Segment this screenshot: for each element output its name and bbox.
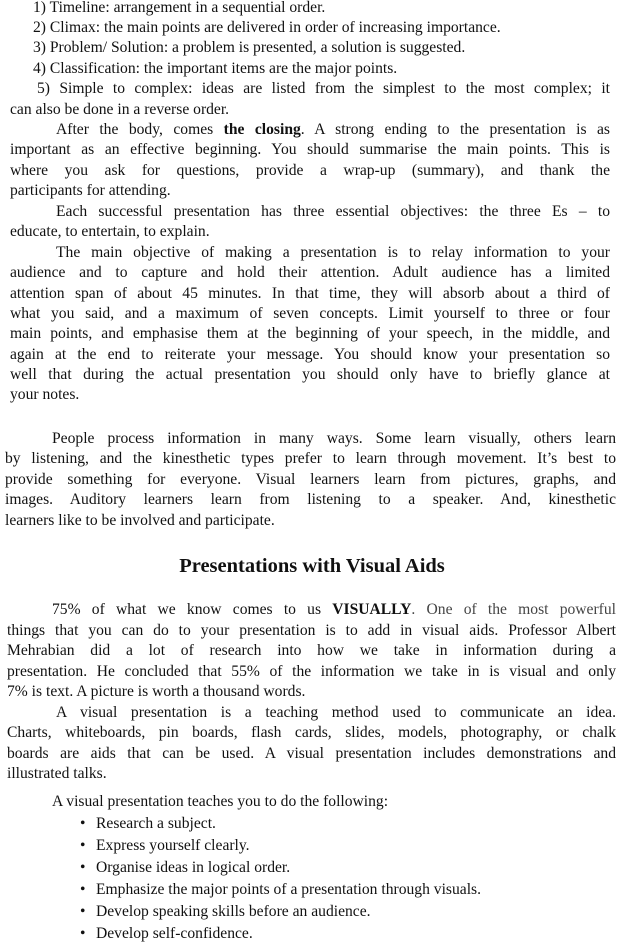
main-objective-line: what you said, and a maximum of seven concepts. Limit yourself to three or four <box>10 305 610 322</box>
list-item: 4) Classification: the important items are the major points. <box>33 60 398 77</box>
visual-paragraph-line: presentation. He concluded that 55% of the information we take in is visual and only <box>7 663 616 680</box>
learning-paragraph-line: People process information in many ways. Some learn visually, others learn <box>52 430 616 447</box>
list-item: 1) Timeline: arrangement in a sequential order. <box>33 0 326 16</box>
list-item: 2) Climax: the main points are delivered in order of increasing importance. <box>33 19 501 36</box>
objectives-paragraph-line: educate, to entertain, to explain. <box>10 223 210 240</box>
main-objective-line: audience and to capture and hold their attention. Adult audience has a limited <box>10 264 610 281</box>
closing-paragraph-line: important as an effective beginning. You should summarise the main points. This is <box>10 141 610 158</box>
list-item: 3) Problem/ Solution: a problem is presented, a solution is suggested. <box>33 39 466 56</box>
visual-paragraph-line: 7% is text. A picture is worth a thousand words. <box>7 683 306 700</box>
learning-paragraph-line: learners like to be involved and participate. <box>5 512 275 529</box>
main-objective-line: again at the end to reiterate your message. You should know your presentation so <box>10 346 610 363</box>
list-item: • Emphasize the major points of a presentation through visuals. <box>80 881 481 898</box>
visual-paragraph-line: things that you can do to your presentation is to add in visual aids. Professor Albert <box>7 622 616 639</box>
closing-paragraph-line: where you ask for questions, provide a wrap-up (summary), and thank the <box>10 162 610 179</box>
visual-paragraph-line: Mehrabian did a lot of research into how we take in information during a <box>7 642 616 659</box>
section-heading: Presentations with Visual Aids <box>179 555 445 577</box>
main-objective-line: main points, and emphasise them at the beginning of your speech, in the middle, and <box>10 325 610 342</box>
main-objective-line: well that during the actual presentation you should only have to briefly glance at <box>10 366 610 383</box>
teaching-paragraph-line: A visual presentation is a teaching method used to communicate an idea. <box>56 704 616 721</box>
teaching-paragraph-line: boards are aids that can be used. A visual presentation includes demonstrations and <box>7 745 616 762</box>
visual-paragraph-line: 75% of what we know comes to us VISUALLY. One of the most powerful <box>52 601 616 618</box>
list-item-continuation: can also be done in a reverse order. <box>10 101 230 118</box>
objectives-paragraph-line: Each successful presentation has three essential objectives: the three Es – to <box>56 203 610 220</box>
main-objective-line: your notes. <box>10 386 80 403</box>
list-intro: A visual presentation teaches you to do the following: <box>52 793 389 810</box>
list-item: • Express yourself clearly. <box>80 837 250 854</box>
list-item: • Organise ideas in logical order. <box>80 859 291 876</box>
main-objective-line: attention span of about 45 minutes. In that time, they will absorb about a third of <box>10 285 610 302</box>
closing-paragraph-line: participants for attending. <box>10 182 171 199</box>
teaching-paragraph-line: illustrated talks. <box>7 765 107 782</box>
learning-paragraph-line: by listening, and the kinesthetic types prefer to learn through movement. It’s best to <box>5 450 616 467</box>
teaching-paragraph-line: Charts, whiteboards, pin boards, flash cards, slides, models, photography, or chalk <box>7 724 616 741</box>
list-item: • Research a subject. <box>80 815 216 832</box>
main-objective-line: The main objective of making a presentation is to relay information to your <box>56 244 610 261</box>
learning-paragraph-line: provide something for everyone. Visual learners learn from pictures, graphs, and <box>5 471 616 488</box>
closing-paragraph-line: After the body, comes the closing. A strong ending to the presentation is as <box>56 121 610 138</box>
list-item: • Develop self-confidence. <box>80 925 253 942</box>
learning-paragraph-line: images. Auditory learners learn from listening to a speaker. And, kinesthetic <box>5 491 616 508</box>
list-item: 5) Simple to complex: ideas are listed from the simplest to the most complex; it <box>37 80 610 97</box>
list-item: • Develop speaking skills before an audience. <box>80 903 371 920</box>
